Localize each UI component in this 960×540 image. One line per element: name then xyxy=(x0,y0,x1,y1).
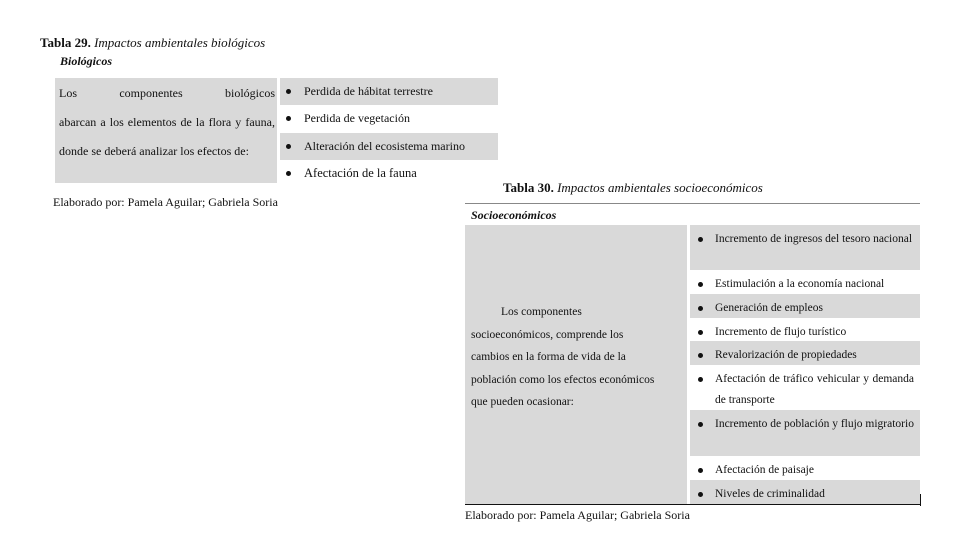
table30-header-row xyxy=(465,203,920,225)
table29-item-text: Alteración del ecosistema marino xyxy=(304,139,465,153)
bullet-icon xyxy=(698,492,703,497)
table29-credit: Elaborado por: Pamela Aguilar; Gabriela Soria xyxy=(53,195,278,209)
table30-item-text: Afectación de paisaje xyxy=(715,464,814,476)
table30-item xyxy=(690,225,920,270)
bullet-icon xyxy=(698,422,703,427)
table30-item xyxy=(690,270,920,294)
table29-item-text: Perdida de vegetación xyxy=(304,111,410,125)
table30-item-text: Estimulación a la economía nacional xyxy=(715,278,885,290)
table30-bottom-rule xyxy=(465,504,921,505)
bullet-icon xyxy=(698,353,703,358)
table29-desc-line: abarcan a los elementos de la flora y fauna, xyxy=(59,115,275,129)
bullet-icon xyxy=(286,171,291,176)
table30-item-text: Niveles de criminalidad xyxy=(715,488,825,500)
table30-item-text: Incremento de flujo turístico xyxy=(715,326,847,338)
table30-item xyxy=(690,294,920,318)
bullet-icon xyxy=(698,237,703,242)
table30-item xyxy=(690,318,920,341)
table29-desc-line: donde se deberá analizar los efectos de: xyxy=(59,144,249,158)
table29-label: Tabla 29 xyxy=(40,35,88,50)
table29-desc-line: Los componentes biológicos xyxy=(59,86,275,100)
bullet-icon xyxy=(698,330,703,335)
table30-item xyxy=(690,456,920,480)
table29-header: Biológicos xyxy=(60,54,113,68)
bullet-icon xyxy=(286,116,291,121)
table29-description xyxy=(55,78,277,183)
table30-credit: Elaborado por: Pamela Aguilar; Gabriela Soria xyxy=(465,508,690,522)
table29-title: Impactos ambientales biológicos xyxy=(94,35,266,50)
table30-desc-line: cambios en la forma de vida de la xyxy=(471,351,626,363)
table30-item xyxy=(690,480,920,504)
table30-item-text: Incremento de población y flujo migratorio xyxy=(715,418,914,430)
table30-item xyxy=(690,365,920,410)
table29-caption: Tabla 29. Impactos ambientales biológicos xyxy=(40,35,266,50)
table30-label: Tabla 30 xyxy=(503,180,551,195)
table30-item-text: Revalorización de propiedades xyxy=(715,349,857,361)
bullet-icon xyxy=(286,89,291,94)
bullet-icon xyxy=(698,377,703,382)
table30-edge-rule xyxy=(920,494,921,506)
table30-description xyxy=(465,225,687,504)
table29-item-text: Perdida de hábitat terrestre xyxy=(304,84,433,98)
bullet-icon xyxy=(698,306,703,311)
table30-item xyxy=(690,341,920,365)
table30-caption: Tabla 30. Impactos ambientales socioeconómicos xyxy=(503,180,763,195)
table30-title: Impactos ambientales socioeconómicos xyxy=(557,180,763,195)
table29-item xyxy=(280,133,498,160)
table30-item-text: Incremento de ingresos del tesoro nacional xyxy=(715,233,913,245)
table30-desc-line: socioeconómicos, comprende los xyxy=(471,328,624,341)
table30-header: Socioeconómicos xyxy=(471,208,557,222)
bullet-icon xyxy=(698,468,703,473)
table29-item xyxy=(280,78,498,105)
bullet-icon xyxy=(286,144,291,149)
bullet-icon xyxy=(698,282,703,287)
table29-item xyxy=(280,105,498,132)
table29-item xyxy=(280,160,498,187)
table30-desc-line: población como los efectos económicos xyxy=(471,373,655,386)
table30-desc-line: Los componentes xyxy=(501,306,582,318)
table30-item-text: Afectación de tráfico vehicular y demanda de transporte xyxy=(715,373,914,406)
table29-item-text: Afectación de la fauna xyxy=(304,166,417,180)
table30-item xyxy=(690,410,920,456)
table30-item-text: Generación de empleos xyxy=(715,302,823,314)
table30-desc-line: que pueden ocasionar: xyxy=(471,396,574,408)
